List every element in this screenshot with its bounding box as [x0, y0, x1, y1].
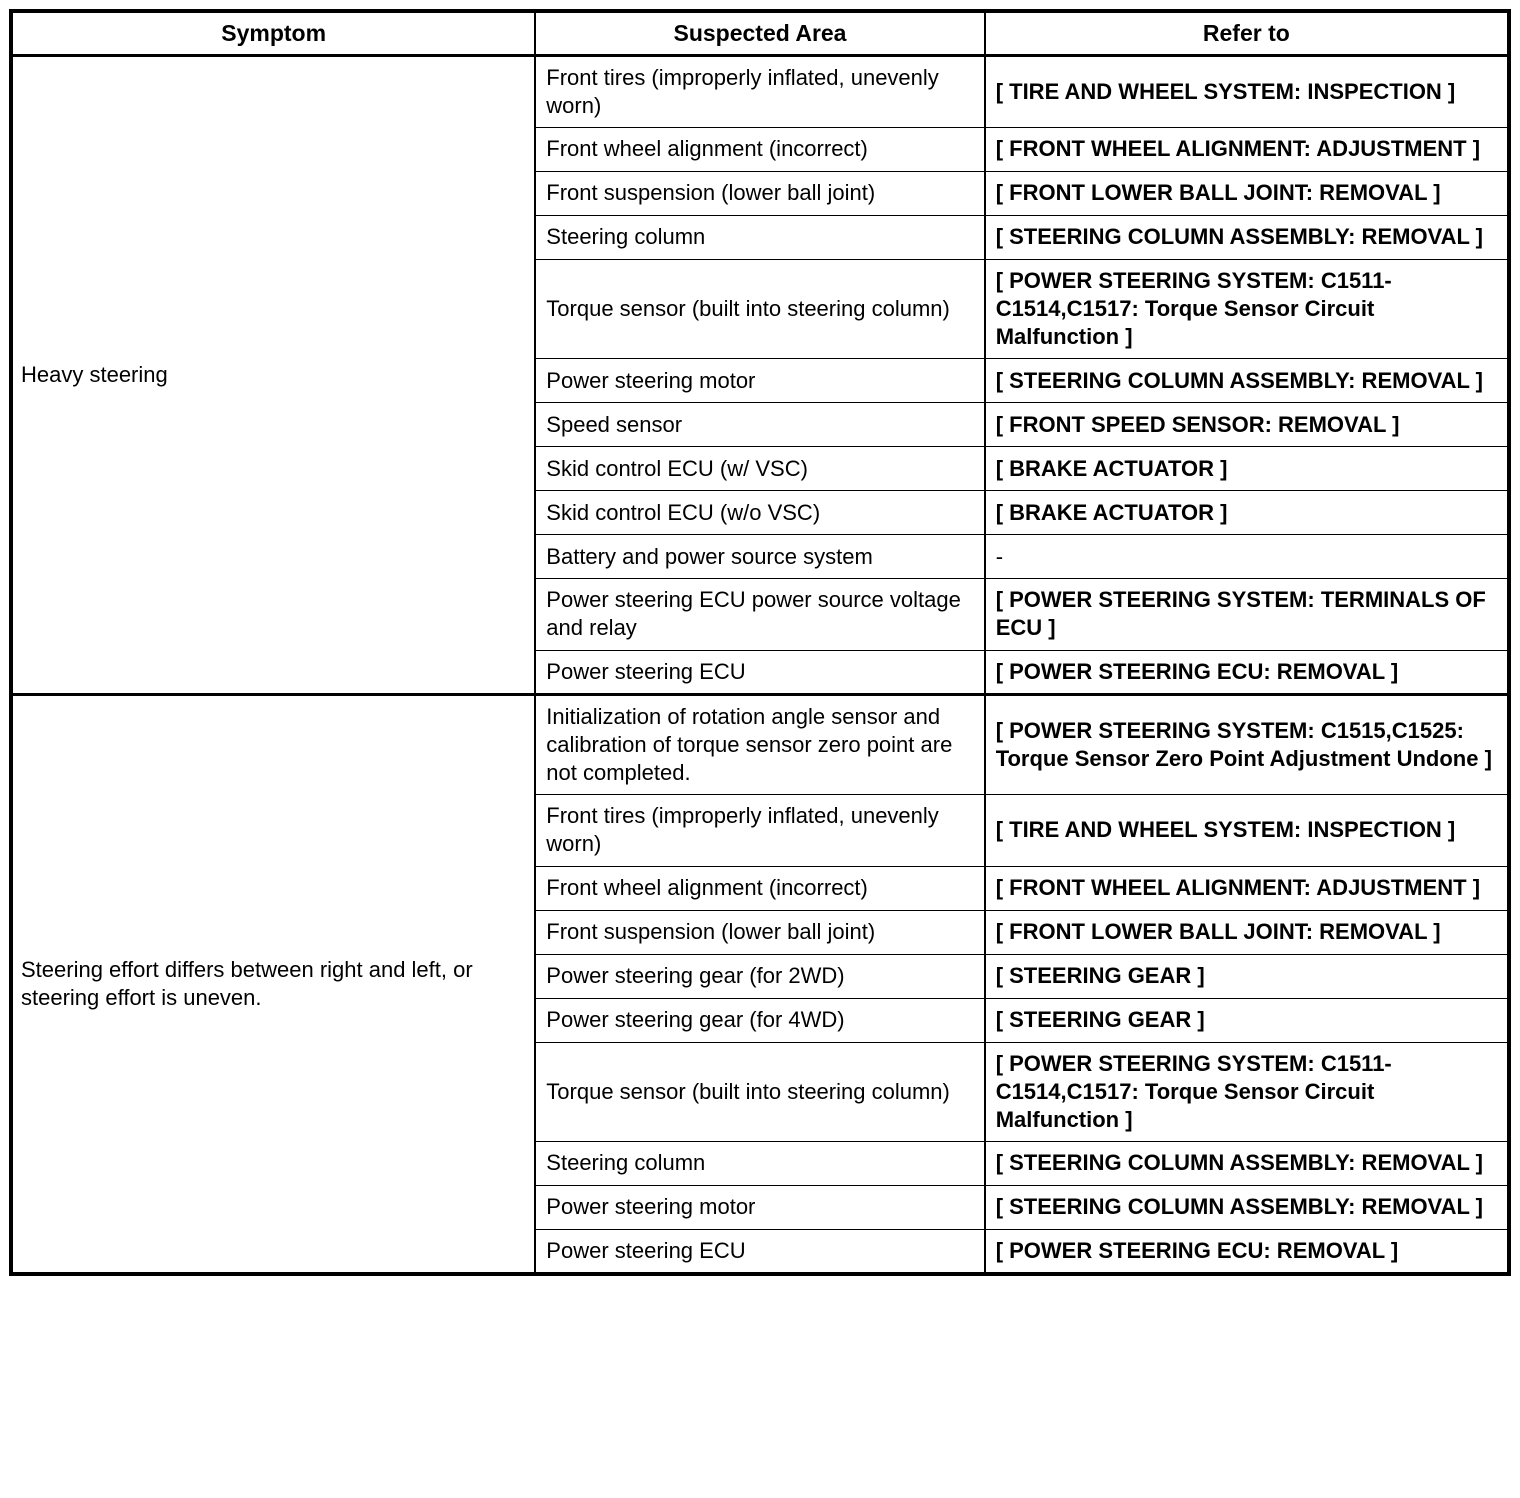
symptom-cell: Steering effort differs between right and left, or steering effort is uneven.	[11, 694, 535, 1274]
table-row	[11, 694, 1509, 794]
refer-to-cell: [ FRONT WHEEL ALIGNMENT: ADJUSTMENT ]	[985, 866, 1509, 910]
suspected-area-cell: Power steering ECU	[535, 650, 984, 694]
refer-to-cell: [ STEERING COLUMN ASSEMBLY: REMOVAL ]	[985, 1186, 1509, 1230]
table-body	[11, 55, 1509, 1274]
symptom-cell: Heavy steering	[11, 55, 535, 694]
refer-to-cell: [ POWER STEERING SYSTEM: TERMINALS OF ECU ]	[985, 579, 1509, 650]
refer-to-cell: [ POWER STEERING SYSTEM: C1511-C1514,C1517: Torque Sensor Circuit Malfunction ]	[985, 259, 1509, 358]
refer-to-cell: [ POWER STEERING SYSTEM: C1515,C1525: Torque Sensor Zero Point Adjustment Undone ]	[985, 694, 1509, 794]
header-row	[11, 11, 1509, 55]
refer-to-cell: [ FRONT LOWER BALL JOINT: REMOVAL ]	[985, 171, 1509, 215]
suspected-area-cell: Skid control ECU (w/o VSC)	[535, 491, 984, 535]
suspected-area-cell: Power steering gear (for 4WD)	[535, 998, 984, 1042]
suspected-area-cell: Power steering motor	[535, 359, 984, 403]
refer-to-cell: [ STEERING COLUMN ASSEMBLY: REMOVAL ]	[985, 215, 1509, 259]
refer-to-cell: -	[985, 535, 1509, 579]
table-header	[11, 11, 1509, 55]
suspected-area-cell: Front wheel alignment (incorrect)	[535, 866, 984, 910]
refer-to-cell: [ STEERING GEAR ]	[985, 998, 1509, 1042]
refer-to-cell: [ TIRE AND WHEEL SYSTEM: INSPECTION ]	[985, 795, 1509, 866]
suspected-area-cell: Torque sensor (built into steering column)	[535, 1042, 984, 1141]
suspected-area-cell: Skid control ECU (w/ VSC)	[535, 447, 984, 491]
refer-to-cell: [ STEERING COLUMN ASSEMBLY: REMOVAL ]	[985, 359, 1509, 403]
suspected-area-cell: Torque sensor (built into steering column)	[535, 259, 984, 358]
suspected-area-cell: Initialization of rotation angle sensor and calibration of torque sensor zero point are not completed.	[535, 694, 984, 794]
refer-to-cell: [ POWER STEERING ECU: REMOVAL ]	[985, 650, 1509, 694]
refer-to-cell: [ POWER STEERING ECU: REMOVAL ]	[985, 1230, 1509, 1275]
refer-to-cell: [ POWER STEERING SYSTEM: C1511-C1514,C1517: Torque Sensor Circuit Malfunction ]	[985, 1042, 1509, 1141]
refer-to-cell: [ BRAKE ACTUATOR ]	[985, 447, 1509, 491]
suspected-area-cell: Front suspension (lower ball joint)	[535, 171, 984, 215]
refer-to-cell: [ FRONT WHEEL ALIGNMENT: ADJUSTMENT ]	[985, 127, 1509, 171]
refer-to-cell: [ FRONT SPEED SENSOR: REMOVAL ]	[985, 403, 1509, 447]
header-symptom: Symptom	[11, 11, 535, 55]
suspected-area-cell: Power steering ECU	[535, 1230, 984, 1275]
refer-to-cell: [ FRONT LOWER BALL JOINT: REMOVAL ]	[985, 910, 1509, 954]
table-row	[11, 55, 1509, 127]
refer-to-cell: [ STEERING GEAR ]	[985, 954, 1509, 998]
suspected-area-cell: Speed sensor	[535, 403, 984, 447]
header-refer-to: Refer to	[985, 11, 1509, 55]
suspected-area-cell: Power steering ECU power source voltage and relay	[535, 579, 984, 650]
refer-to-cell: [ STEERING COLUMN ASSEMBLY: REMOVAL ]	[985, 1142, 1509, 1186]
suspected-area-cell: Power steering gear (for 2WD)	[535, 954, 984, 998]
refer-to-cell: [ BRAKE ACTUATOR ]	[985, 491, 1509, 535]
suspected-area-cell: Steering column	[535, 1142, 984, 1186]
suspected-area-cell: Steering column	[535, 215, 984, 259]
suspected-area-cell: Front tires (improperly inflated, unevenly worn)	[535, 55, 984, 127]
suspected-area-cell: Battery and power source system	[535, 535, 984, 579]
suspected-area-cell: Front suspension (lower ball joint)	[535, 910, 984, 954]
header-suspected-area: Suspected Area	[535, 11, 984, 55]
symptom-table	[9, 9, 1511, 1276]
refer-to-cell: [ TIRE AND WHEEL SYSTEM: INSPECTION ]	[985, 55, 1509, 127]
suspected-area-cell: Front tires (improperly inflated, unevenly worn)	[535, 795, 984, 866]
suspected-area-cell: Front wheel alignment (incorrect)	[535, 127, 984, 171]
suspected-area-cell: Power steering motor	[535, 1186, 984, 1230]
